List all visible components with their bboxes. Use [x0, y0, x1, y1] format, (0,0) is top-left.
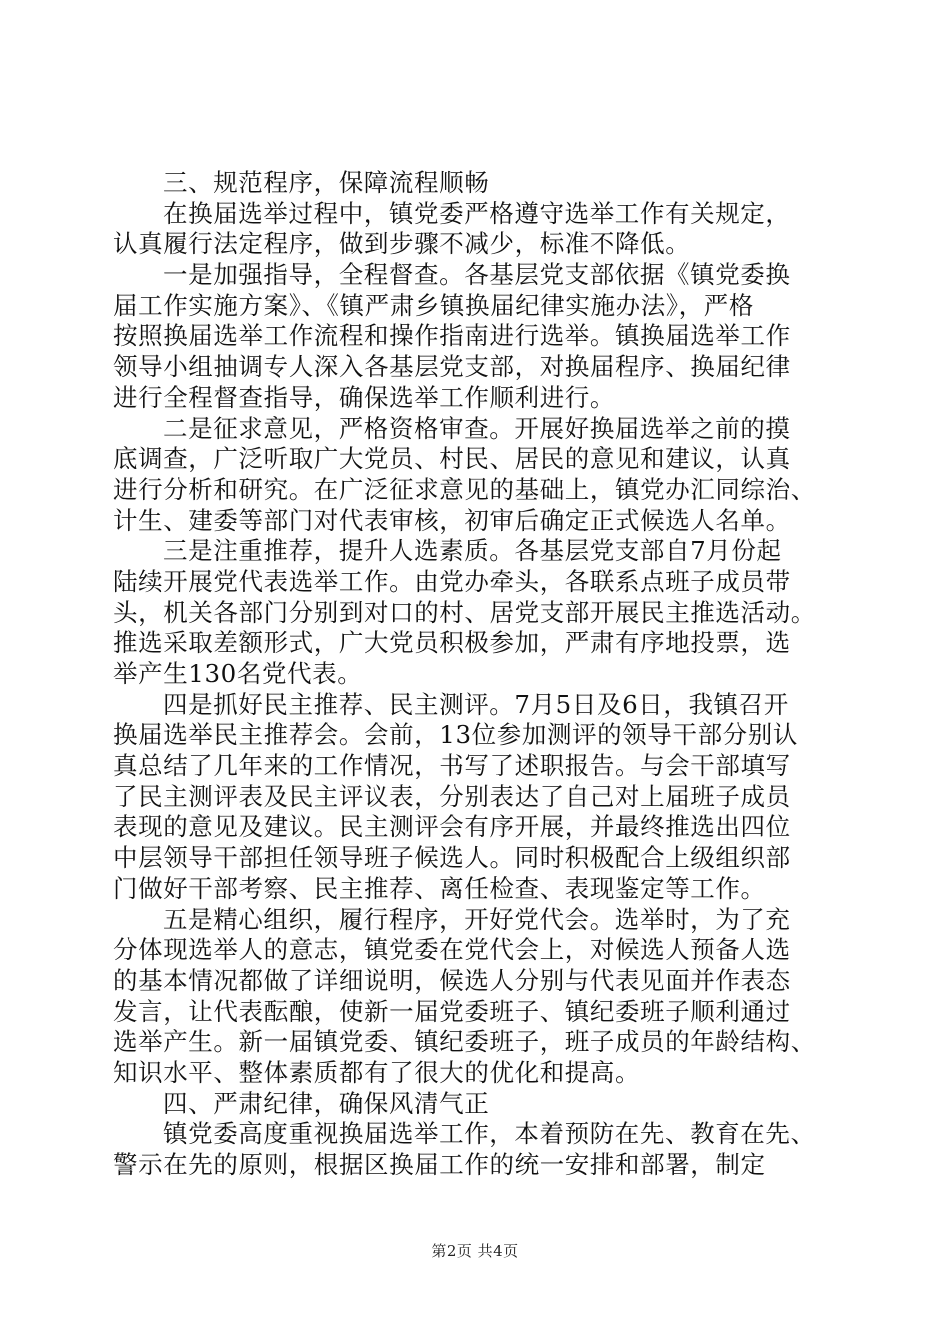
text-line: 分体现选举人的意志，镇党委在党代会上，对候选人预备人选	[113, 935, 791, 965]
text-line: 选举产生。新一届镇党委、镇纪委班子，班子成员的年龄结构、	[113, 1027, 816, 1057]
text-line: 发言，让代表酝酿，使新一届党委班子、镇纪委班子顺利通过	[113, 996, 791, 1026]
text-line: 推选采取差额形式，广大党员积极参加，严肃有序地投票，选	[113, 628, 791, 658]
text-line: 头，机关各部门分别到对口的村、居党支部开展民主推选活动。	[113, 597, 816, 627]
text-line: 四是抓好民主推荐、民主测评。7月5日及6日，我镇召开	[163, 689, 789, 719]
document-body	[113, 168, 833, 1181]
text-line: 换届选举民主推荐会。会前，13位参加测评的领导干部分别认	[113, 720, 798, 750]
text-line: 中层领导干部担任领导班子候选人。同时积极配合上级组织部	[113, 843, 791, 873]
text-line: 计生、建委等部门对代表审核，初审后确定正式候选人名单。	[113, 505, 791, 535]
text-line: 进行全程督查指导，确保选举工作顺利进行。	[113, 382, 615, 412]
text-line: 了民主测评表及民主评议表，分别表达了自己对上届班子成员	[113, 781, 791, 811]
text-line: 二是征求意见，严格资格审查。开展好换届选举之前的摸	[163, 413, 791, 443]
text-line: 一是加强指导，全程督查。各基层党支部依据《镇党委换	[163, 260, 791, 290]
text-line: 举产生130名党代表。	[113, 659, 363, 688]
text-line: 五是精心组织，履行程序，开好党代会。选举时，为了充	[163, 904, 791, 934]
text-line: 真总结了几年来的工作情况，书写了述职报告。与会干部填写	[113, 751, 791, 781]
text-line: 的基本情况都做了详细说明，候选人分别与代表见面并作表态	[113, 965, 791, 995]
text-line: 警示在先的原则，根据区换届工作的统一安排和部署，制定	[113, 1150, 766, 1179]
text-line: 认真履行法定程序，做到步骤不减少，标准不降低。	[113, 229, 691, 259]
text-line: 届工作实施方案》、《镇严肃乡镇换届纪律实施办法》，严格	[113, 290, 754, 320]
text-line: 按照换届选举工作流程和操作指南进行选举。镇换届选举工作	[113, 321, 791, 351]
text-line: 门做好干部考察、民主推荐、离任检查、表现鉴定等工作。	[113, 873, 766, 903]
text-line: 知识水平、整体素质都有了很大的优化和提高。	[113, 1057, 641, 1087]
text-line: 三是注重推荐，提升人选素质。各基层党支部自7月份起	[163, 536, 782, 566]
text-line: 陆续开展党代表选举工作。由党办牵头，各联系点班子成员带	[113, 566, 791, 596]
text-line: 三、规范程序，保障流程顺畅	[163, 168, 490, 197]
text-line: 在换届选举过程中，镇党委严格遵守选举工作有关规定，	[163, 198, 791, 228]
text-line: 进行分析和研究。在广泛征求意见的基础上，镇党办汇同综治、	[113, 474, 816, 504]
text-line: 镇党委高度重视换届选举工作，本着预防在先、教育在先、	[163, 1119, 816, 1149]
text-line: 四、严肃纪律，确保风清气正	[163, 1088, 490, 1118]
text-line: 底调查，广泛听取广大党员、村民、居民的意见和建议，认真	[113, 444, 791, 474]
page-footer: 第2页 共4页	[431, 1242, 519, 1260]
text-line: 表现的意见及建议。民主测评会有序开展，并最终推选出四位	[113, 812, 791, 842]
text-line: 领导小组抽调专人深入各基层党支部，对换届程序、换届纪律	[113, 352, 791, 382]
